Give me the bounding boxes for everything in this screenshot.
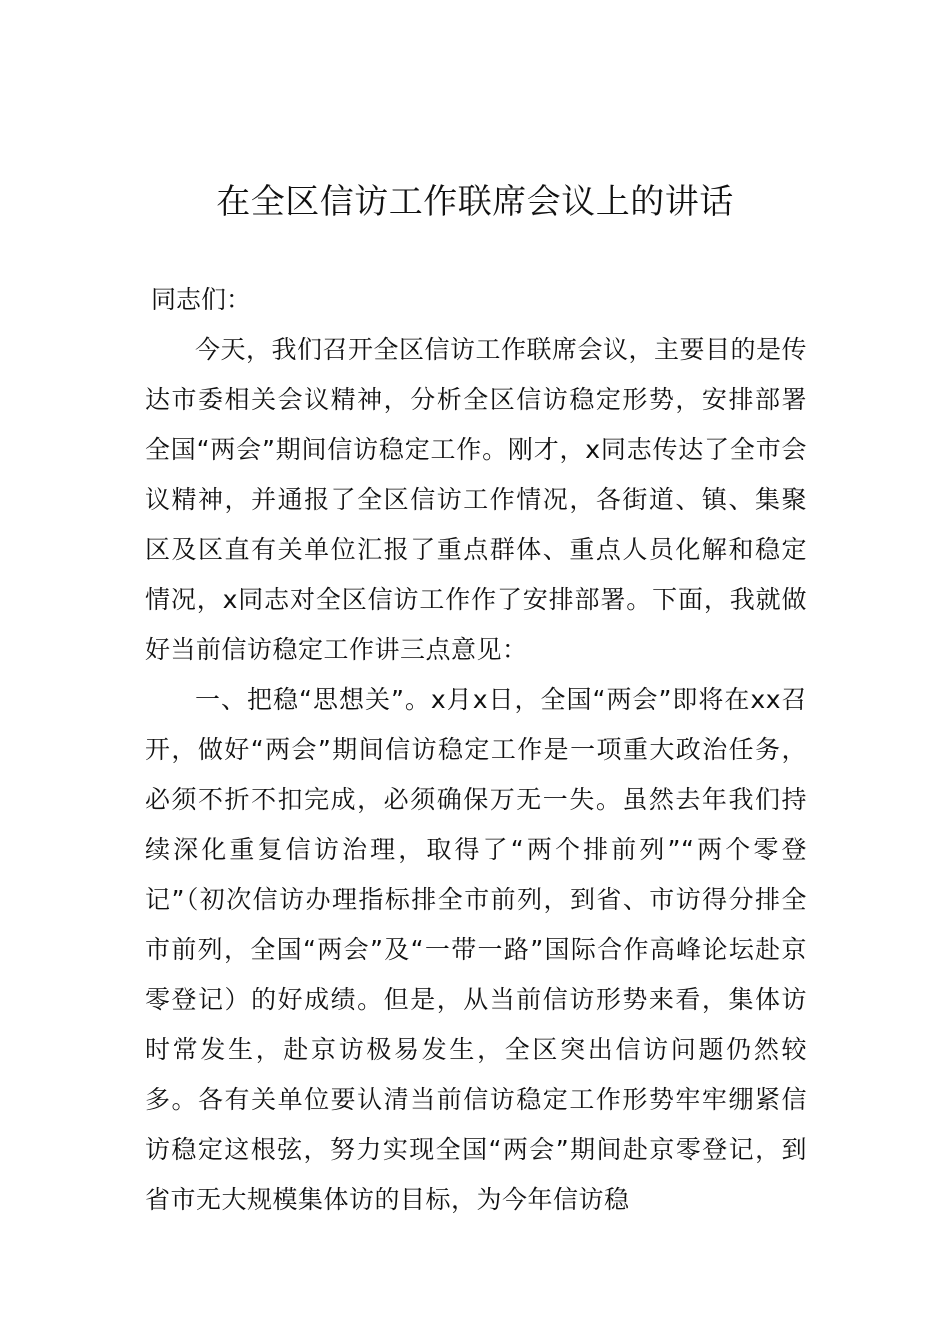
document-title: 在全区信访工作联席会议上的讲话 xyxy=(216,182,734,222)
salutation: 同志们： xyxy=(151,285,252,314)
paragraph-opening: 今天，我们召开全区信访工作联席会议，主要目的是传达市委相关会议精神，分析全区信访稳定形势，安排部署全国“两会”期间信访稳定工作。刚才，x同志传达了全市会议精神，并通报了全区信访工作情况，各街道、镇、集聚区及区直有关单位汇报了重点群体、重点人员化解和稳定情况，x同志对全区信访工作作了安排部署。下面，我就做好当前信访稳定工作讲三点意见： xyxy=(145,335,808,664)
paragraph-point-one: 一、把稳“思想关”。x月x日，全国“两会”即将在xx召开，做好“两会”期间信访稳定工作是一项重大政治任务，必须不折不扣完成，必须确保万无一失。虽然去年我们持续深化重复信访治理，取得了“两个排前列”“两个零登记”（初次信访办理指标排全市前列，到省、市访得分排全市前列，全国“两会”及“一带一路”国际合作高峰论坛赴京零登记）的好成绩。但是，从当前信访形势来看，集体访时常发生，赴京访极易发生，全区突出信访问题仍然较多。各有关单位要认清当前信访稳定工作形势牢牢绷紧信访稳定这根弦，努力实现全国“两会”期间赴京零登记，到省市无大规模集体访的目标，为今年信访稳 xyxy=(145,685,807,1214)
document-body xyxy=(145,275,807,1225)
